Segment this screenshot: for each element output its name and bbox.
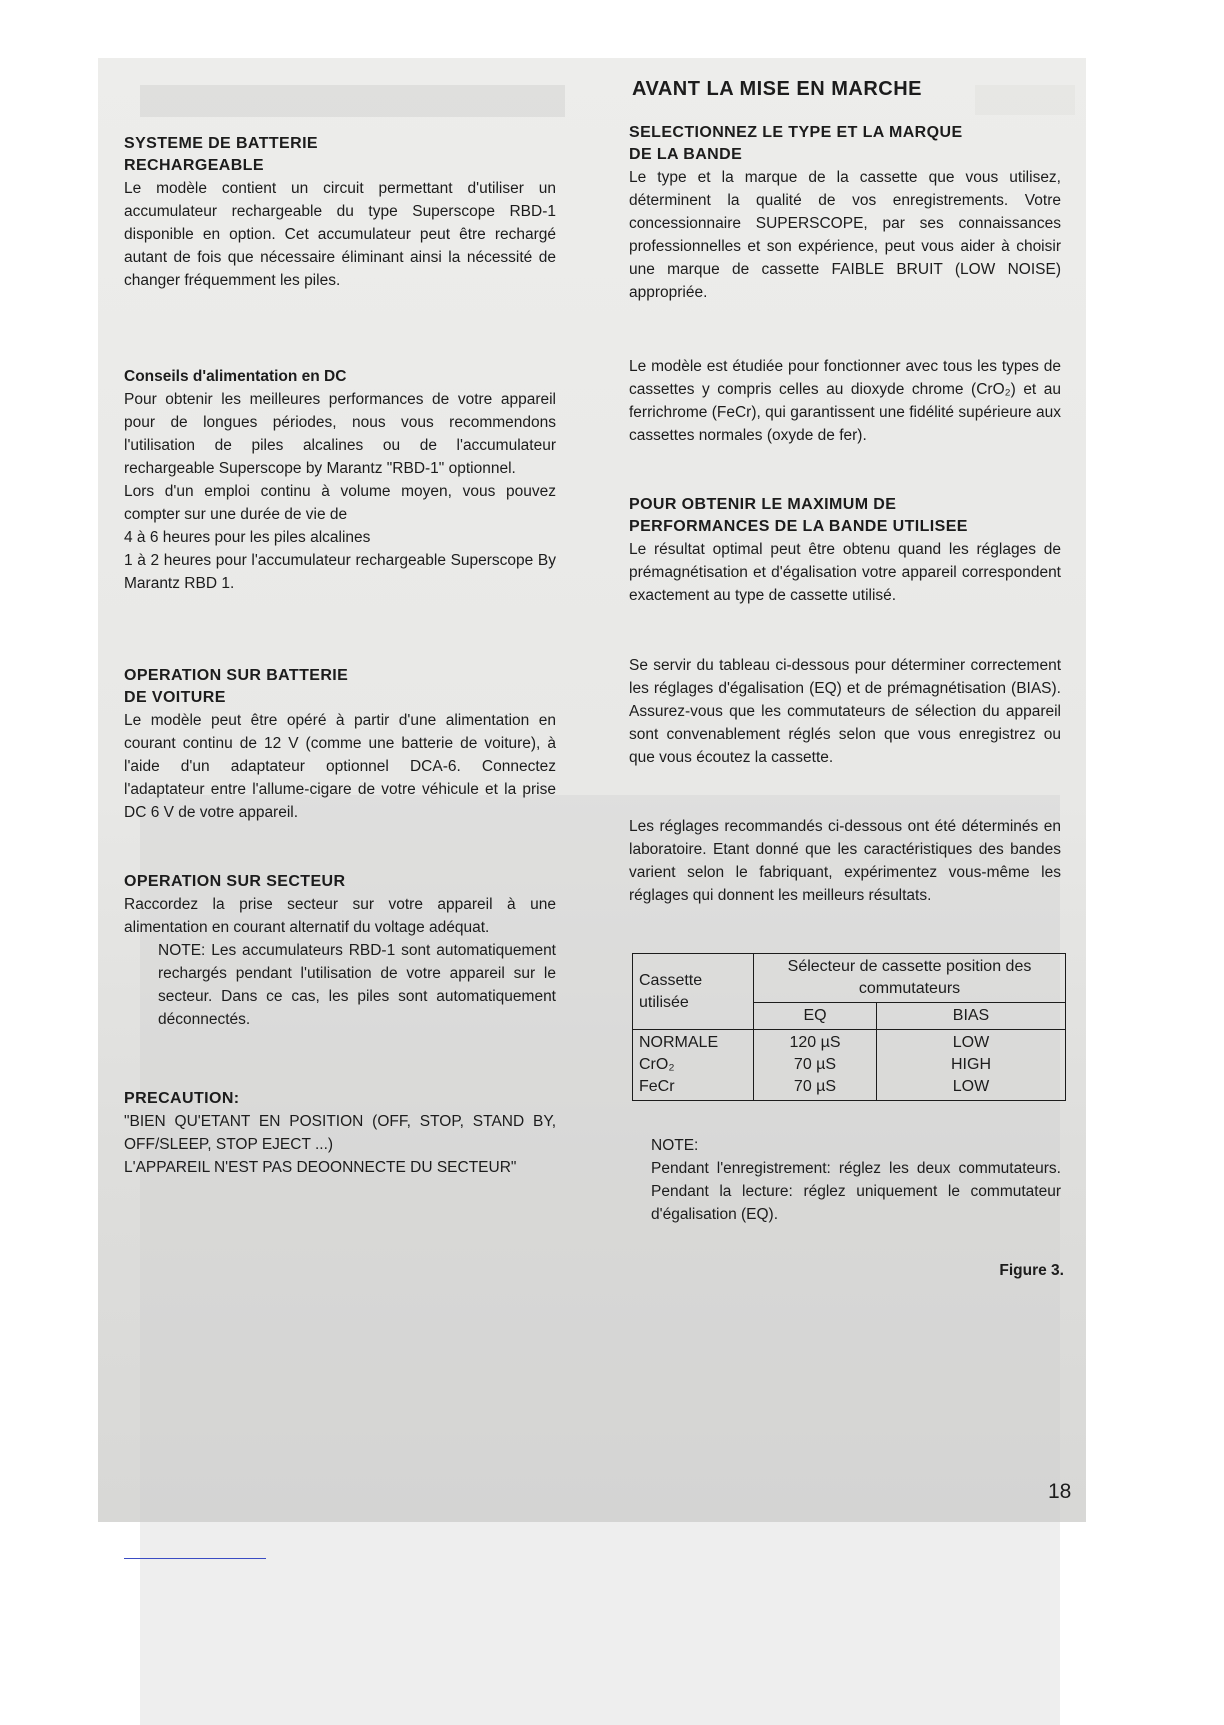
section-body: Le modèle est étudiée pour fonctionner avec tous les types de cassettes y compris celles au dioxyde chrome (CrO₂) et au ferrichrome (FeCr), qui garantissent une fidélité supérieure aux cassettes normales (oxyde de fer). bbox=[629, 358, 1061, 444]
section-tape-type bbox=[629, 122, 1061, 304]
header-selector: Sélecteur de cassette position des commutateurs bbox=[754, 954, 1066, 1003]
header-eq: EQ bbox=[754, 1003, 877, 1030]
section-heading: Conseils d'alimentation en DC bbox=[124, 368, 347, 385]
bleed-through-band bbox=[140, 85, 565, 117]
section-body: Pour obtenir les meilleures performances de votre appareil pour de longues périodes, nous vous recommendons l'utilisation de piles alcalines ou de l'accumulateur rechargeable Superscope by Marantz "RBD-1" optionnel. bbox=[124, 391, 556, 477]
section-table-note bbox=[651, 1134, 1061, 1226]
section-body: Se servir du tableau ci-dessous pour déterminer correctement les réglages d'égalisation (EQ) et de prémagnétisation (BIAS). Assurez-vous que les commutateurs de sélection du appareil sont convenablement réglés selon que vous enregistrez ou que vous écoutez la cassette. bbox=[629, 657, 1061, 766]
battery-life-alkaline: 4 à 6 heures pour les piles alcalines bbox=[124, 529, 371, 546]
bias-values: LOW HIGH LOW bbox=[877, 1030, 1066, 1101]
section-dc-advice bbox=[124, 366, 556, 595]
section-body: Raccordez la prise secteur sur votre appareil à une alimentation en courant alternatif du voltage adéquat. bbox=[124, 896, 556, 936]
section-note: NOTE: Les accumulateurs RBD-1 sont automatiquement rechargés pendant l'utilisation de votre appareil sur le secteur. Dans ce cas, les piles sont automatiquement déconnectés. bbox=[158, 942, 556, 1028]
cassette-types: NORMALE CrO₂ FeCr bbox=[633, 1030, 754, 1101]
section-body: Le type et la marque de la cassette que vous utilisez, déterminent la qualité de vos enregistrements. Votre concessionnaire SUPERSCOPE, par ses connaissances professionnelles et son expérience, peut vous aider à choisir une marque de cassette FAIBLE BRUIT (LOW NOISE) appropriée. bbox=[629, 169, 1061, 301]
footnote-rule bbox=[124, 1558, 266, 1559]
table-row bbox=[633, 1030, 1066, 1101]
header-cassette: Cassette utilisée bbox=[633, 954, 754, 1030]
battery-life-rechargeable: 1 à 2 heures pour l'accumulateur rechargeable Superscope By Marantz RBD 1. bbox=[124, 552, 556, 592]
section-heading: SYSTEME DE BATTERIE RECHARGEABLE bbox=[124, 135, 318, 174]
note-label: NOTE: bbox=[651, 1137, 699, 1154]
precaution-line-2: L'APPAREIL N'EST PAS DEOONNECTE DU SECTEUR" bbox=[124, 1159, 517, 1176]
section-heading: OPERATION SUR SECTEUR bbox=[124, 873, 346, 890]
section-car-battery bbox=[124, 665, 556, 824]
section-body-2: Lors d'un emploi continu à volume moyen, vous pouvez compter sur une durée de vie de bbox=[124, 483, 556, 523]
section-heading: POUR OBTENIR LE MAXIMUM DE PERFORMANCES DE LA BANDE UTILISEE bbox=[629, 496, 968, 535]
bleed-through-band-right bbox=[975, 85, 1075, 115]
settings-table bbox=[632, 953, 1066, 1101]
section-table-instructions bbox=[629, 654, 1061, 769]
page-number: 18 bbox=[1048, 1480, 1072, 1503]
section-body: Les réglages recommandés ci-dessous ont été déterminés en laboratoire. Etant donné que les caractéristiques des bandes varient selon le fabriquant, expérimentez vous-même les réglages qui donnent les meilleurs résultats. bbox=[629, 818, 1061, 904]
eq-values: 120 µS 70 µS 70 µS bbox=[754, 1030, 877, 1101]
precaution-line-1: "BIEN QU'ETANT EN POSITION (OFF, STOP, STAND BY, OFF/SLEEP, STOP EJECT ...) bbox=[124, 1113, 556, 1153]
section-body: Le résultat optimal peut être obtenu quand les réglages de prémagnétisation et d'égalisation votre appareil correspondent exactement au type de cassette utilisé. bbox=[629, 541, 1061, 604]
header-bias: BIAS bbox=[877, 1003, 1066, 1030]
section-heading: SELECTIONNEZ LE TYPE ET LA MARQUE DE LA BANDE bbox=[629, 124, 963, 163]
section-recommended-settings bbox=[629, 815, 1061, 907]
section-mains-operation bbox=[124, 871, 556, 1031]
section-rechargeable-battery bbox=[124, 133, 556, 292]
figure-caption: Figure 3. bbox=[999, 1262, 1064, 1279]
section-maximum-performance bbox=[629, 494, 1061, 607]
note-body: Pendant l'enregistrement: réglez les deux commutateurs. Pendant la lecture: réglez uniquement le commutateur d'égalisation (EQ). bbox=[651, 1160, 1061, 1223]
section-heading: OPERATION SUR BATTERIE DE VOITURE bbox=[124, 667, 349, 706]
section-body: Le modèle peut être opéré à partir d'une alimentation en courant continu de 12 V (comme une batterie de voiture), à l'aide d'un adaptateur optionnel DCA-6. Connectez l'adaptateur entre l'allume-cigare de votre véhicule et la prise DC 6 V de votre appareil. bbox=[124, 712, 556, 821]
section-body: Le modèle contient un circuit permettant d'utiliser un accumulateur rechargeable du type Superscope RBD-1 disponible en option. Cet accumulateur peut être rechargé autant de fois que nécessaire éliminant ainsi la nécessité de changer fréquemment les piles. bbox=[124, 180, 556, 289]
section-precaution bbox=[124, 1088, 556, 1179]
section-heading: PRECAUTION: bbox=[124, 1090, 240, 1107]
section-cassette-types bbox=[629, 355, 1061, 447]
page-title: AVANT LA MISE EN MARCHE bbox=[632, 78, 923, 100]
